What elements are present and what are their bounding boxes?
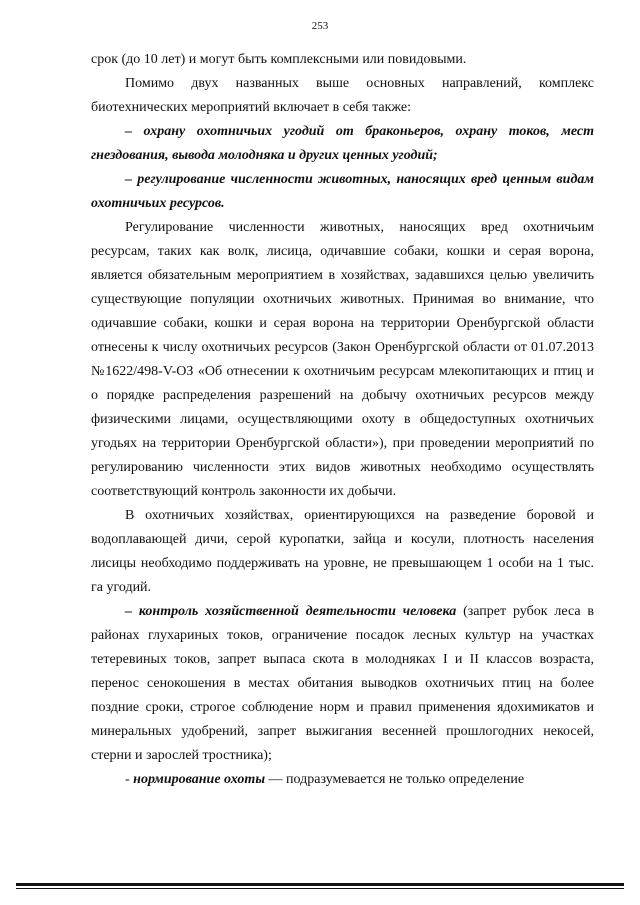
paragraph-3-bold-italic: – охрану охотничьих угодий от браконьеров, охрану токов, мест гнездования, вывода молодняка и других ценных угодий; (91, 124, 594, 163)
paragraph-1: срок (до 10 лет) и могут быть комплексными или повидовыми. (91, 52, 467, 67)
paragraph-8-rest: — подразумевается не только определение (265, 772, 525, 787)
paragraph-8 (91, 768, 594, 792)
paragraph-5: Регулирование численности животных, наносящих вред охотничьим ресурсам, таких как волк, лисица, одичавшие собаки, кошки и серая ворона, является обязательным мероприятием в хозяйствах, задавшихся целью увеличить существующие популяции охотничьих животных. Принимая во внимание, что одичавшие собаки, кошки и серая ворона на территории Оренбургской области отнесены к числу охотничьих ресурсов (Закон Оренбургской области от 01.07.2013 №1622/498-V-ОЗ «Об отнесении к охотничьим ресурсам млекопитающих и птиц и о порядке распределения разрешений на добычу охотничьих ресурсов между физическими лицами, осуществляющими охоту в общедоступных охотничьих угодьях на территории Оренбургской области»), при проведении мероприятий по регулированию численности этих видов животных необходимо осуществлять соответствующий контроль законности их добычи. (91, 220, 594, 499)
paragraph-8-dash: - (125, 772, 134, 787)
paragraph-8-lead: нормирование охоты (133, 772, 266, 787)
body-text (91, 48, 594, 792)
bottom-rule-thick (16, 883, 624, 886)
paragraph-4-bold-italic: – регулирование численности животных, наносящих вред ценным видам охотничьих ресурсов. (91, 172, 594, 211)
page-number: 253 (311, 20, 329, 32)
paragraph-7 (91, 600, 594, 768)
paragraph-7-rest: (запрет рубок леса в районах глухариных токов, ограничение посадок лесных культур на участках тетеревиных токов, запрет выпаса скота в молодняках I и II классов возраста, перенос сенокошения в местах обитания выводков охотничьих птиц на более поздние сроки, строгое соблюдение норм и правил применения ядохимикатов и минеральных удобрений, запрет выжигания весенней прошлогодних некосей, стерни и зарослей тростника); (91, 604, 595, 763)
paragraph-2: Помимо двух названных выше основных направлений, комплекс биотехнических мероприятий включает в себя также: (91, 76, 594, 115)
bottom-rule-thin (16, 888, 624, 889)
paragraph-7-lead: – контроль хозяйственной деятельности человека (125, 604, 457, 619)
paragraph-6: В охотничьих хозяйствах, ориентирующихся на разведение боровой и водоплавающей дичи, серой куропатки, зайца и косули, плотность населения лисицы необходимо поддерживать на уровне, не превышающем 1 особи на 1 тыс. га угодий. (91, 508, 594, 595)
